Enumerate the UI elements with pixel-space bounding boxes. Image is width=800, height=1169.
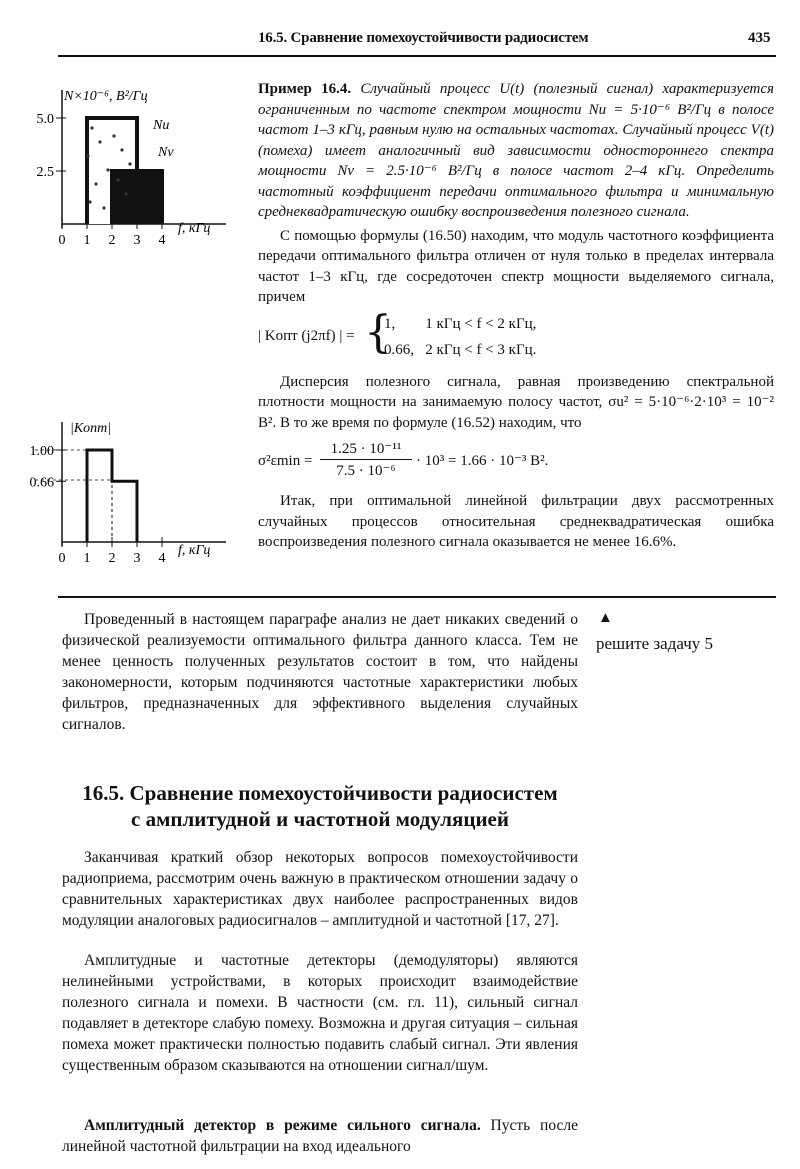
- fig1-label-nv: Nv: [158, 145, 174, 160]
- scan-speck: [98, 140, 101, 143]
- x-tick-label: 2: [108, 233, 116, 248]
- example-statement: Случайный процесс U(t) (полезный сигнал) характеризуется ограниченным по частоте спектром мощности Nu = 5·10⁻⁶ В²/Гц в полосе частот 1–3 кГц, равным нулю на остальных частотах. Случайный процесс V(t) (помеха) имеет аналогичный вид зависимости одностороннего спектра мощности Nv = 2.5·10⁻⁶ В²/Гц в полосе частот 2–4 кГц. Определить частотный коэффициент передачи оптимального фильтра и минимальную среднеквадратическую ошибку воспроизведения полезного сигнала.: [258, 81, 775, 220]
- scan-speck: [120, 148, 123, 151]
- formula2-numerator: 1.25 · 10⁻¹¹: [320, 439, 412, 460]
- x-tick-label: 4: [158, 551, 166, 566]
- x-tick-label: 0: [58, 551, 66, 566]
- scan-speck: [116, 178, 119, 181]
- formula-case-2: 0.66, 2 кГц < f < 3 кГц.: [384, 341, 537, 358]
- body-paragraph-1: Проведенный в настоящем параграфе анализ не дает никаких сведений о физической реализуемости оптимального фильтра данного класса. Тем не менее ценность полученных результатов состоит в том, что найдены закономерности, которым подчиняются частотные характеристики любых фильтров, предназначенных для эффективного выделения случайных сигналов.: [62, 611, 578, 733]
- solution-paragraph-1: С помощью формулы (16.50) находим, что модуль частотного коэффициента передачи оптимального фильтра отличен от нуля только в пределах интервала частот 1–3 кГц, где сосредоточен спектр мощности выделяемого сигнала, причем: [258, 227, 774, 305]
- body-paragraph-2: Заканчивая краткий обзор некоторых вопросов помехоустойчивости радиоприема, рассмотрим очень важную в практическом отношении задачу о сравнительных характеристиках двух наиболее распространенных видов модуляции аналоговых радиосигналов – амплитудной и частотной [17, 27].: [62, 849, 578, 929]
- fig2-ylabel: |Kопт|: [70, 421, 112, 436]
- fig1-ylabel: N×10⁻⁶, В²/Гц: [64, 89, 148, 104]
- section-title-line-2: с амплитудной и частотной модуляцией: [131, 807, 509, 831]
- section-heading: [62, 780, 578, 832]
- x-tick-label: 0: [58, 233, 66, 248]
- paragraph-4-text: Пусть после линейной частотной фильтрации на вход идеального: [62, 1117, 578, 1155]
- section-title-line-1: 16.5. Сравнение помехоустойчивости радиосистем: [82, 781, 558, 805]
- y-tick-label: 1.00: [30, 444, 54, 459]
- running-header-title: 16.5. Сравнение помехоустойчивости радиосистем: [258, 30, 589, 46]
- x-tick-label: 3: [133, 551, 141, 566]
- formula2-rhs: · 10³ = 1.66 · 10⁻³ В².: [416, 453, 549, 469]
- y-tick-label: 5.0: [36, 112, 54, 127]
- y-tick-label: 0.66: [30, 475, 54, 491]
- fig1-label-nu: Nu: [153, 118, 170, 133]
- margin-note: решите задачу 5: [596, 634, 714, 653]
- scan-speck: [102, 206, 105, 209]
- formula-brace: {: [364, 306, 392, 358]
- x-tick-label: 2: [108, 551, 116, 566]
- scan-speck: [94, 182, 97, 185]
- scan-speck: [106, 168, 109, 171]
- body-paragraph-4: [62, 1115, 578, 1157]
- margin-marker: ▲: [598, 610, 613, 626]
- example-text: [258, 79, 774, 223]
- fig1-xlabel: f, кГц: [178, 221, 211, 236]
- formula-k: [258, 306, 774, 362]
- x-tick-label: 4: [158, 233, 166, 248]
- header-rule: [58, 55, 776, 57]
- formula-k-lhs: | Kопт (j2πf) | =: [258, 327, 355, 344]
- scan-speck: [90, 126, 93, 129]
- x-tick-label: 3: [133, 233, 141, 248]
- example-label: Пример 16.4.: [258, 81, 352, 97]
- body-paragraph-3: Амплитудные и частотные детекторы (демодуляторы) являются нелинейными устройствами, в которых происходит взаимодействие полезного сигнала и помехи. В частности (см. гл. 11), сильный сигнал подавляет в детекторе слабую помеху. Возможна и другая ситуация – сильная помеха может практически полностью подавить слабый сигнал. Эти явления существенным образом сказываются на отношении сигнал/шум.: [62, 952, 578, 1074]
- page-number: 435: [748, 30, 771, 46]
- fig2-xlabel: f, кГц: [178, 543, 211, 558]
- x-tick-label: 1: [83, 233, 91, 248]
- example-bottom-rule: [58, 596, 776, 598]
- series-nv-shape: [112, 171, 162, 224]
- scan-speck: [88, 200, 91, 203]
- formula-case-1: 1, 1 кГц < f < 2 кГц,: [384, 315, 537, 332]
- figure-spectra: [30, 84, 230, 262]
- formula2-denominator: 7.5 · 10⁻⁶: [336, 463, 396, 479]
- figure-transfer: [30, 418, 230, 580]
- formula2-lhs: σ²εmin =: [258, 453, 313, 469]
- scan-speck: [86, 154, 89, 157]
- example-block: [258, 79, 774, 553]
- scan-speck: [112, 134, 115, 137]
- x-tick-label: 1: [83, 551, 91, 566]
- formula-error: [258, 439, 774, 483]
- y-tick-label: 2.5: [36, 165, 54, 180]
- example-conclusion: Итак, при оптимальной линейной фильтрации двух рассмотренных случайных процессов относительная среднеквадратическая ошибка воспроизведения полезного сигнала оказывается не менее 16.6%.: [258, 493, 774, 550]
- paragraph-4-heading: Амплитудный детектор в режиме сильного сигнала.: [84, 1117, 481, 1134]
- solution-paragraph-2: Дисперсия полезного сигнала, равная произведению спектральной плотности мощности на занимаемую полосу частот, σu² = 5·10⁻⁶·2·10³ = 10⁻² В². В то же время по формуле (16.52) находим, что: [258, 373, 774, 431]
- scan-speck: [124, 192, 127, 195]
- scan-speck: [128, 162, 131, 165]
